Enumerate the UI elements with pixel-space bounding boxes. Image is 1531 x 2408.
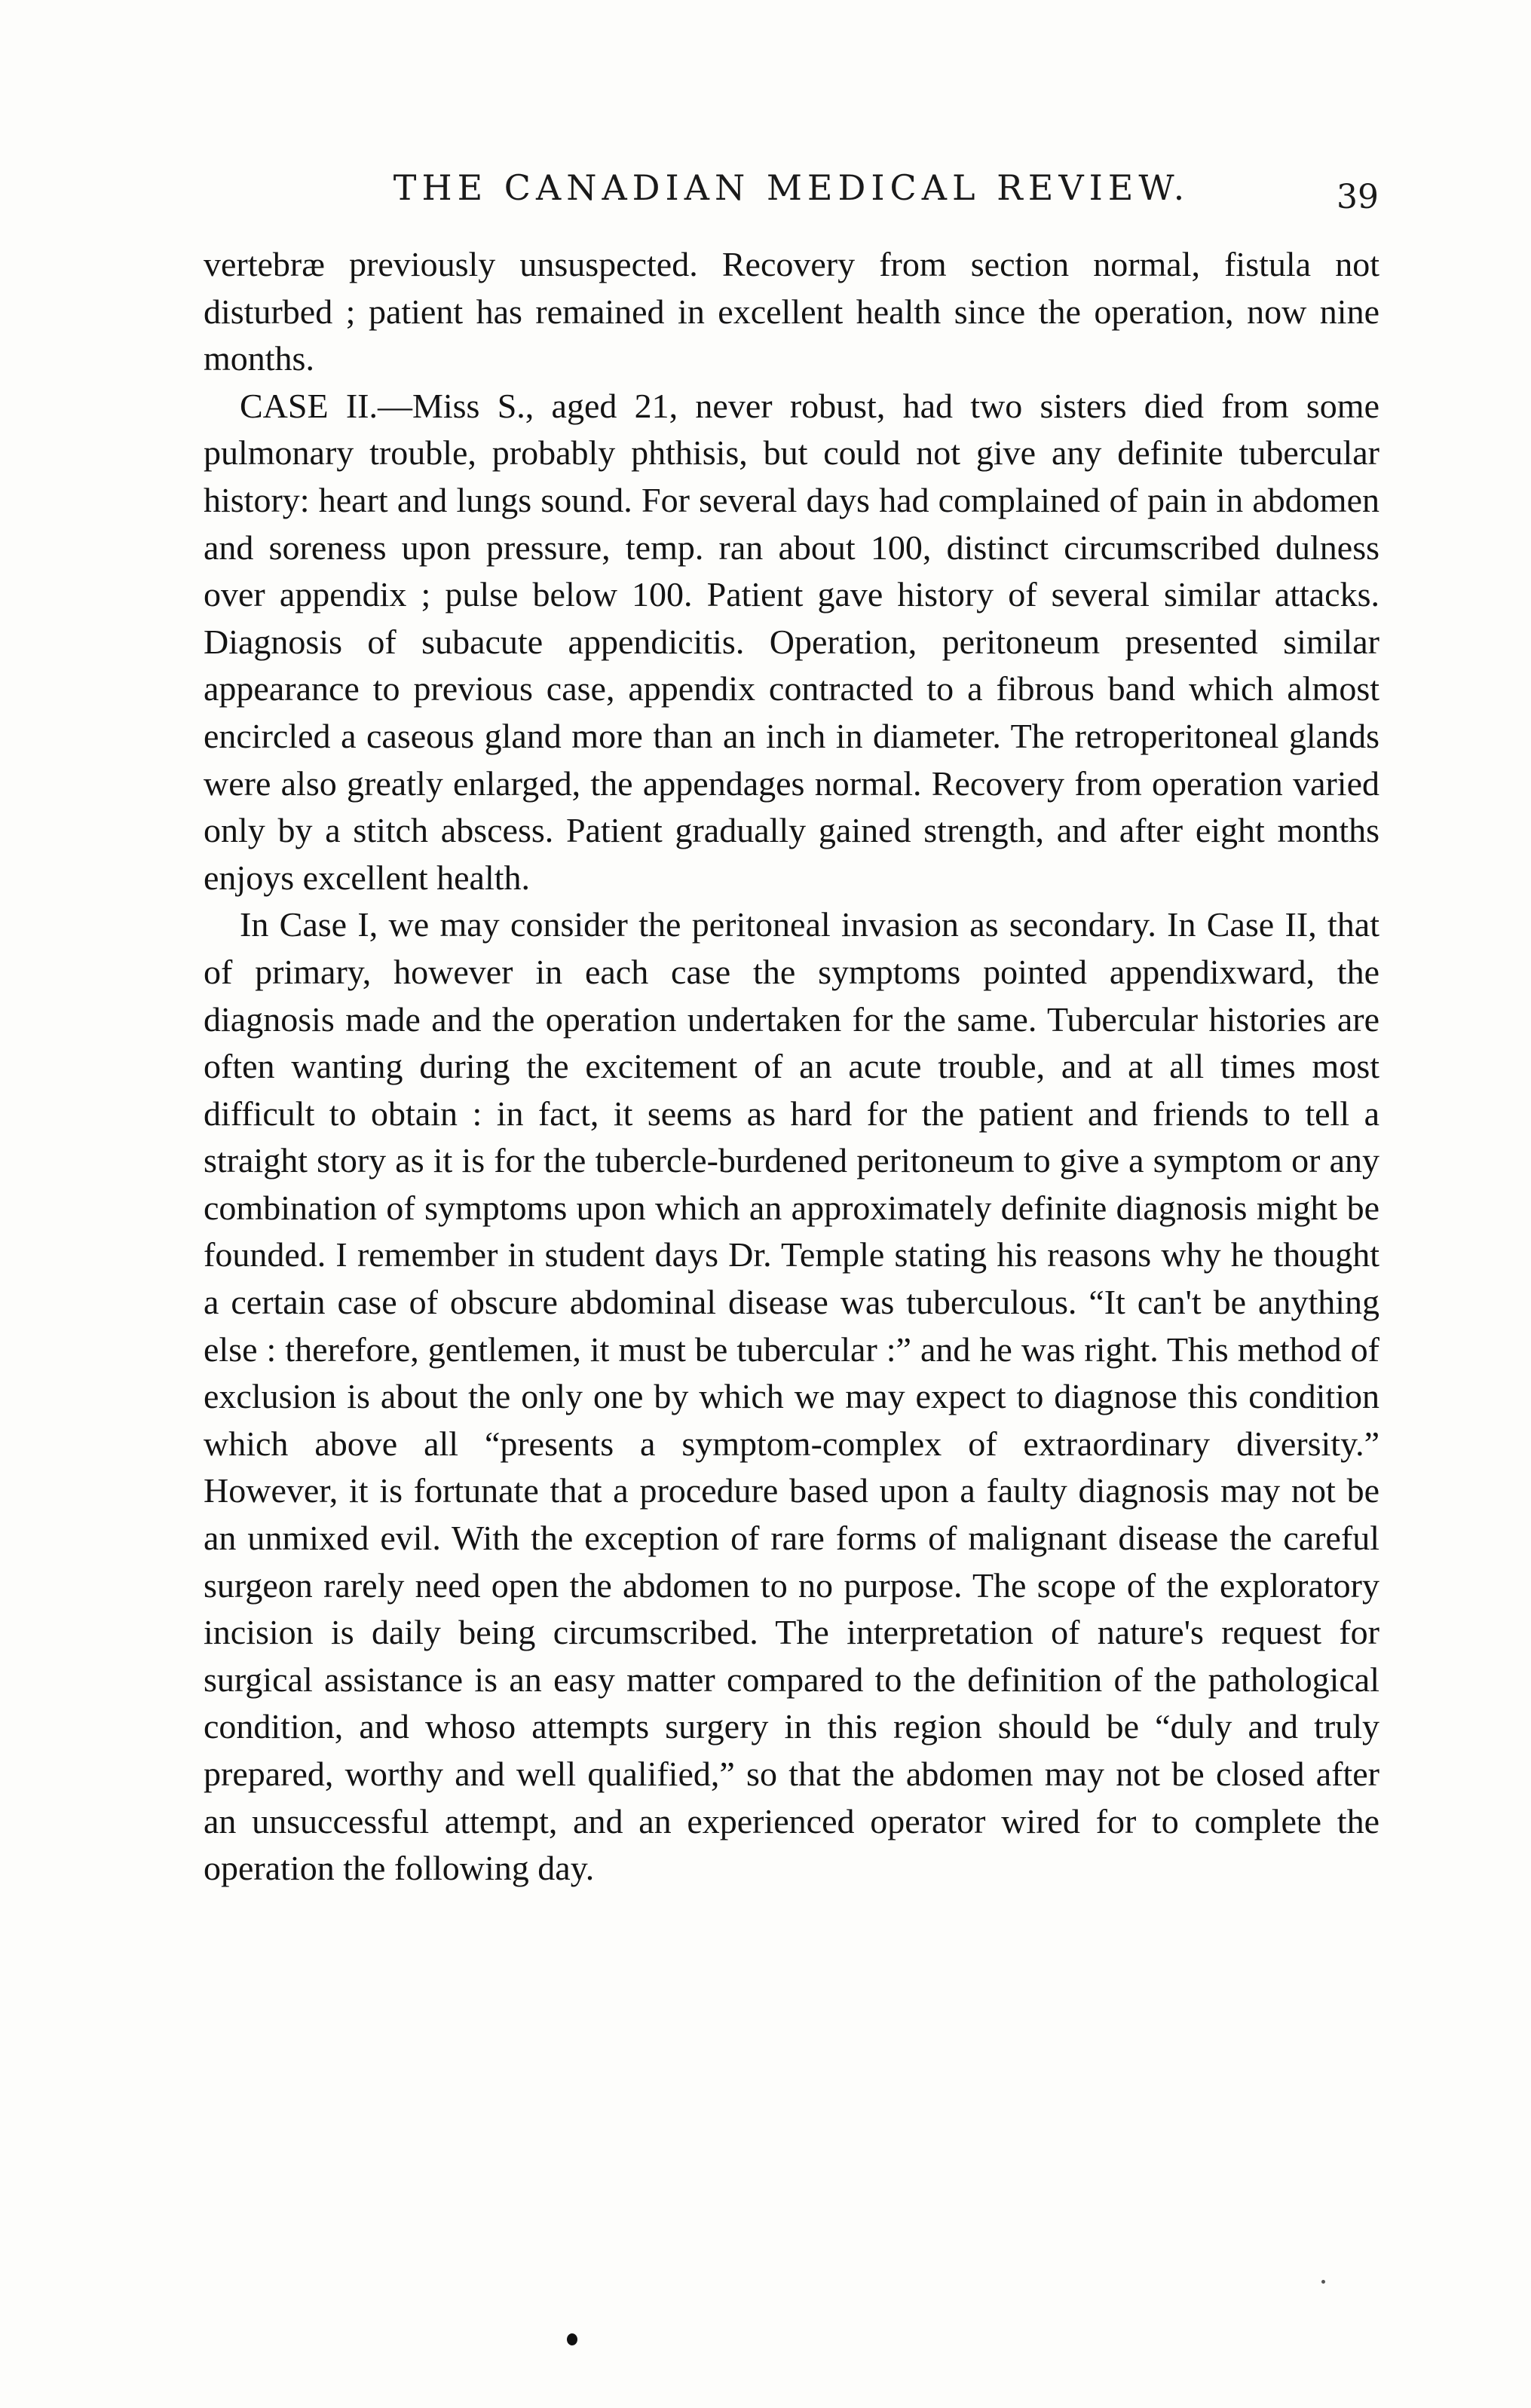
page-number: 39 [1337, 178, 1379, 216]
running-title: THE CANADIAN MEDICAL REVIEW. [393, 167, 1190, 208]
article-body [204, 241, 1379, 1892]
paragraph-discussion: In Case I, we may consider the peritoneal invasion as secondary. In Case II, that of primary, however in each case the symptoms pointed appendixward, the diagnosis made and the operation undertaken for the same. Tubercular histories are often wanting during the excitement of an acute trouble, and at all times most difficult to obtain : in fact, it seems as hard for the patient and friends to tell a straight story as it is for the tubercle-burdened peritoneum to give a symptom or any combination of symptoms upon which an approximately definite diagnosis might be founded. I remember in student days Dr. Temple stating his reasons why he thought a certain case of obscure abdominal disease was tuberculous. “It can't be anything else : therefore, gentlemen, it must be tubercular :” and he was right. This method of exclusion is about the only one by which we may expect to diagnose this condition which above all “presents a symptom-complex of extraordinary diversity.” However, it is fortunate that a procedure based upon a faulty diagnosis may not be an unmixed evil. With the exception of rare forms of malignant disease the careful surgeon rarely need open the abdomen to no purpose. The scope of the exploratory incision is daily being circumscribed. The interpretation of nature's request for surgical assistance is an easy matter compared to the definition of the pathological condition, and whoso attempts surgery in this region should be “duly and truly prepared, worthy and well qualified,” so that the abdomen may not be closed after an unsuccessful attempt, and an experienced operator wired for to complete the operation the following day. [204, 905, 1379, 1888]
paragraph-case-i-continued: vertebræ previously unsuspected. Recovery from section normal, fistula not disturbed ; patient has remained in excellent health since the operation, now nine months. [204, 245, 1379, 378]
print-speck [1321, 2280, 1325, 2284]
ink-dot [567, 2333, 577, 2345]
paragraph-case-ii: CASE II.—Miss S., aged 21, never robust, had two sisters died from some pulmonary trouble, probably phthisis, but could not give any definite tubercular history: heart and lungs sound. For several days had complained of pain in abdomen and soreness upon pressure, temp. ran about 100, distinct circumscribed dulness over appendix ; pulse below 100. Patient gave history of several similar attacks. Diagnosis of subacute appendicitis. Operation, peritoneum presented similar appearance to previous case, appendix contracted to a fibrous band which almost encircled a caseous gland more than an inch in diameter. The retroperitoneal glands were also greatly enlarged, the appendages normal. Recovery from operation varied only by a stitch abscess. Patient gradually gained strength, and after eight months enjoys excellent health. [204, 386, 1379, 897]
